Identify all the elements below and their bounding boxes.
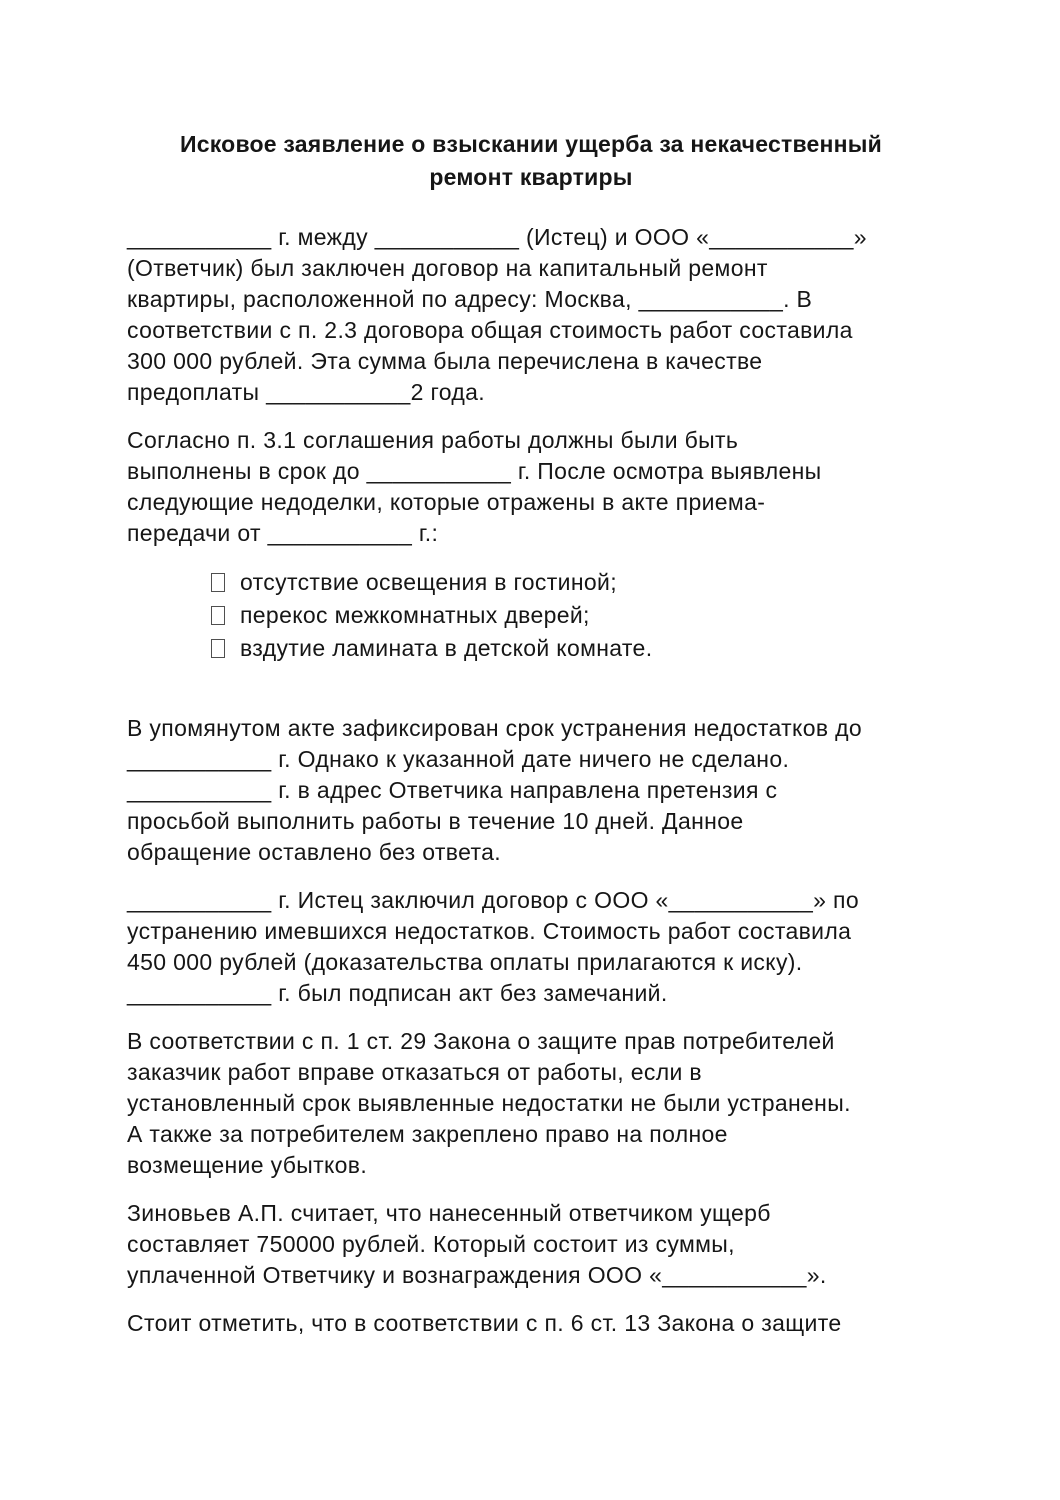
list-item: [211, 566, 935, 599]
text-line: обращение оставлено без ответа.: [127, 839, 501, 865]
defect-list: [127, 566, 935, 665]
text-line: просьбой выполнить работы в течение 10 дней. Данное: [127, 808, 744, 834]
missing-glyph-box-icon: [211, 606, 225, 625]
text-line: (Ответчик) был заключен договор на капитальный ремонт: [127, 255, 768, 281]
text-line: А также за потребителем закреплено право на полное: [127, 1121, 728, 1147]
text-line: В упомянутом акте зафиксирован срок устранения недостатков до: [127, 715, 863, 741]
text-line: В соответствии с п. 1 ст. 29 Закона о защите прав потребителей: [127, 1028, 835, 1054]
paragraph: [127, 1198, 935, 1291]
text-line: Согласно п. 3.1 соглашения работы должны были быть: [127, 427, 739, 453]
list-item-text: отсутствие освещения в гостиной;: [240, 569, 617, 595]
text-line: заказчик работ вправе отказаться от работы, если в: [127, 1059, 702, 1085]
text-line: 450 000 рублей (доказательства оплаты прилагаются к иску).: [127, 949, 803, 975]
text-line: 300 000 рублей. Эта сумма была перечислена в качестве: [127, 348, 763, 374]
text-line: передачи от ___________ г.:: [127, 520, 439, 546]
text-line: квартиры, расположенной по адресу: Москва, ___________. В: [127, 286, 813, 312]
missing-glyph-box-icon: [211, 573, 225, 592]
document-body: [127, 222, 935, 1339]
text-line: ___________ г. в адрес Ответчика направлена претензия с: [127, 777, 778, 803]
list-item-text: вздутие ламината в детской комнате.: [240, 635, 653, 661]
text-line: устранению имевшихся недостатков. Стоимость работ составила: [127, 918, 852, 944]
text-line: соответствии с п. 2.3 договора общая стоимость работ составила: [127, 317, 853, 343]
list-item-text: перекос межкомнатных дверей;: [240, 602, 590, 628]
text-line: выполнены в срок до ___________ г. После осмотра выявлены: [127, 458, 822, 484]
text-line: ___________ г. между ___________ (Истец) и ООО «___________»: [127, 224, 867, 250]
paragraph: [127, 1026, 935, 1181]
paragraph: [127, 425, 935, 549]
text-line: ___________ г. Однако к указанной дате ничего не сделано.: [127, 746, 790, 772]
text-line: составляет 750000 рублей. Который состоит из суммы,: [127, 1231, 735, 1257]
text-line: следующие недоделки, которые отражены в акте приема-: [127, 489, 766, 515]
paragraph: [127, 1308, 935, 1339]
document-title: Исковое заявление о взыскании ущерба за некачественный ремонт квартиры: [179, 131, 883, 190]
text-line: ___________ г. Истец заключил договор с ООО «___________» по: [127, 887, 859, 913]
paragraph: [127, 885, 935, 1009]
text-line: Зиновьев А.П. считает, что нанесенный ответчиком ущерб: [127, 1200, 771, 1226]
text-line: установленный срок выявленные недостатки не были устранены.: [127, 1090, 851, 1116]
paragraph: [127, 222, 935, 408]
text-line: уплаченной Ответчику и вознаграждения ООО «___________».: [127, 1262, 827, 1288]
missing-glyph-box-icon: [211, 639, 225, 658]
text-line: возмещение убытков.: [127, 1152, 368, 1178]
paragraph: [127, 713, 935, 868]
text-line: предоплаты ___________2 года.: [127, 379, 486, 405]
text-line: Стоит отметить, что в соответствии с п. 6 ст. 13 Закона о защите: [127, 1310, 842, 1336]
text-line: ___________ г. был подписан акт без замечаний.: [127, 980, 668, 1006]
list-item: [211, 632, 935, 665]
list-item: [211, 599, 935, 632]
